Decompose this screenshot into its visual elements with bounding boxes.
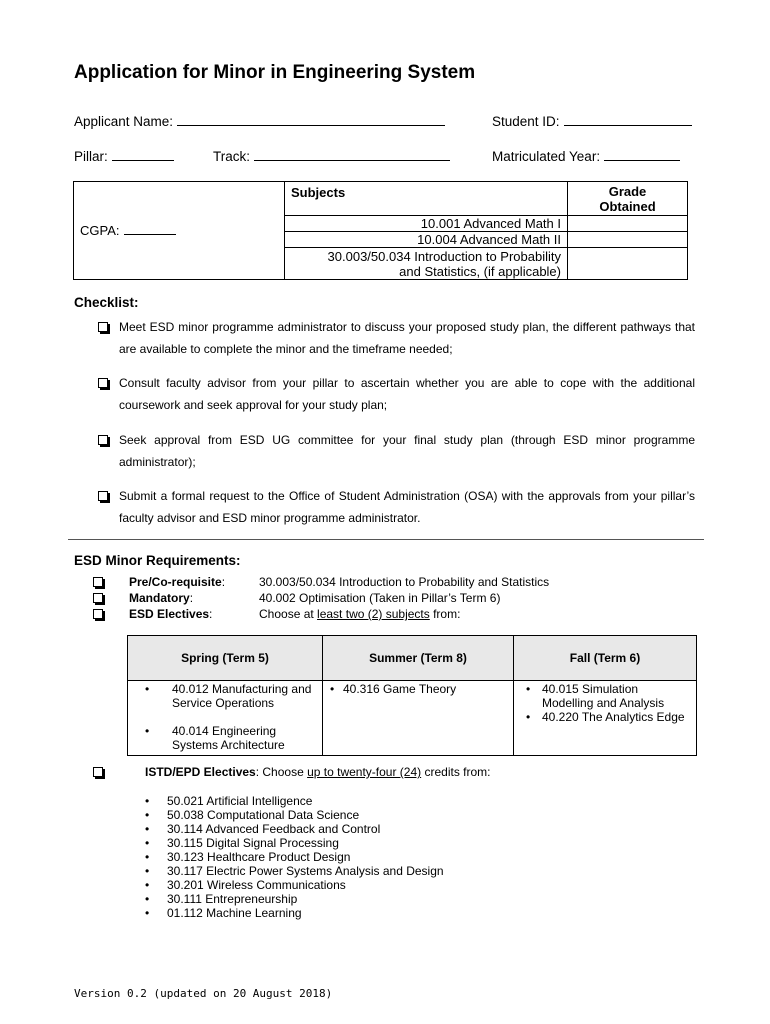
- grade-input[interactable]: [568, 248, 688, 280]
- pillar-field: [74, 147, 174, 164]
- subject-line: 30.003/50.034 Introduction to Probability: [327, 248, 561, 264]
- section-divider: [68, 539, 704, 540]
- track-label: Track:: [213, 149, 250, 164]
- requirement-label: Pre/Co-requisite:: [129, 575, 226, 589]
- istd-course-list: [145, 794, 444, 920]
- student-id-field: [492, 112, 692, 129]
- grade-input[interactable]: [568, 216, 688, 232]
- list-item: • 40.316 Game Theory: [330, 682, 457, 696]
- list-item: • 30.201 Wireless Communications: [145, 878, 346, 892]
- grade-header-line2: Obtained: [599, 199, 656, 214]
- matriculated-year-label: Matriculated Year:: [492, 149, 601, 164]
- list-item: • 30.114 Advanced Feedback and Control: [145, 822, 381, 836]
- student-id-input[interactable]: [564, 112, 692, 126]
- cgpa-input[interactable]: [124, 223, 176, 235]
- istd-electives-line: ISTD/EPD Electives: Choose up to twenty-four (24) credits from:: [145, 765, 491, 779]
- checkbox-icon[interactable]: [93, 577, 103, 587]
- list-item: • 50.038 Computational Data Science: [145, 808, 360, 822]
- bullet-icon: •: [526, 682, 531, 696]
- checklist-item: Meet ESD minor programme administrator to discuss your proposed study plan, the different pathways that are available to complete the minor and the timeframe needed;: [119, 320, 695, 356]
- subject-line: and Statistics, (if applicable): [399, 263, 561, 279]
- requirement-label: ESD Electives:: [129, 607, 213, 621]
- matriculated-year-field: [492, 147, 680, 164]
- list-item: • 40.014 Engineering Systems Architecture: [145, 724, 285, 752]
- grade-input[interactable]: [568, 232, 688, 248]
- cgpa-cell: [74, 182, 285, 280]
- grade-header: [568, 182, 688, 216]
- requirement-label: Mandatory:: [129, 591, 194, 605]
- column-header-summer: Summer (Term 8): [323, 636, 514, 681]
- subject-row: 10.004 Advanced Math II: [285, 232, 568, 248]
- list-item: • 30.117 Electric Power Systems Analysis and Design: [145, 864, 444, 878]
- checklist-item: Submit a formal request to the Office of Student Administration (OSA) with the approvals from your pillar’s faculty advisor and ESD minor programme administrator.: [119, 489, 695, 525]
- bullet-icon: •: [145, 906, 150, 920]
- list-item: • 50.021 Artificial Intelligence: [145, 794, 313, 808]
- bullet-icon: •: [145, 850, 150, 864]
- column-header-spring: Spring (Term 5): [128, 636, 323, 681]
- student-id-label: Student ID:: [492, 114, 560, 129]
- subject-row: [285, 248, 568, 280]
- bullet-icon: •: [145, 864, 150, 878]
- list-item: • 01.112 Machine Learning: [145, 906, 302, 920]
- applicant-name-field: [74, 112, 445, 129]
- list-item: • 30.111 Entrepreneurship: [145, 892, 298, 906]
- list-item: • 40.012 Manufacturing and Service Operations: [145, 682, 312, 710]
- grade-header-line1: Grade: [608, 184, 647, 199]
- applicant-name-input[interactable]: [177, 112, 445, 126]
- cgpa-label: CGPA:: [80, 223, 120, 238]
- page-title: Application for Minor in Engineering System: [74, 62, 476, 83]
- subjects-header: Subjects: [285, 182, 568, 216]
- fall-cell: [514, 681, 697, 756]
- summer-cell: [323, 681, 514, 756]
- bullet-icon: •: [145, 892, 150, 906]
- bullet-icon: •: [145, 878, 150, 892]
- pillar-input[interactable]: [112, 147, 174, 161]
- bullet-icon: •: [145, 682, 150, 696]
- subject-row: 10.001 Advanced Math I: [285, 216, 568, 232]
- requirements-heading: ESD Minor Requirements:: [74, 553, 241, 568]
- track-field: [213, 147, 450, 164]
- matriculated-year-input[interactable]: [604, 147, 680, 161]
- esd-electives-table: [127, 635, 697, 756]
- applicant-name-label: Applicant Name:: [74, 114, 174, 129]
- list-item: • 40.015 Simulation Modelling and Analysis: [526, 682, 665, 710]
- checklist-item: Consult faculty advisor from your pillar to ascertain whether you are able to cope with the additional coursework and seek approval for your study plan;: [119, 376, 695, 412]
- checkbox-icon[interactable]: [98, 491, 108, 501]
- bullet-icon: •: [330, 682, 335, 696]
- track-input[interactable]: [254, 147, 450, 161]
- requirement-value: Choose at least two (2) subjects from:: [259, 607, 461, 621]
- pillar-label: Pillar:: [74, 149, 108, 164]
- bullet-icon: •: [145, 794, 150, 808]
- checkbox-icon[interactable]: [98, 378, 108, 388]
- bullet-icon: •: [145, 724, 150, 738]
- column-header-fall: Fall (Term 6): [514, 636, 697, 681]
- grades-table: [73, 181, 688, 280]
- requirement-value: 30.003/50.034 Introduction to Probability and Statistics: [259, 575, 550, 589]
- bullet-icon: •: [145, 822, 150, 836]
- list-item: • 30.123 Healthcare Product Design: [145, 850, 351, 864]
- checklist-item: Seek approval from ESD UG committee for your final study plan (through ESD minor programme administrator);: [119, 433, 695, 469]
- bullet-icon: •: [145, 836, 150, 850]
- spring-cell: [128, 681, 323, 756]
- checkbox-icon[interactable]: [93, 767, 103, 777]
- list-item: • 40.220 The Analytics Edge: [526, 710, 685, 724]
- list-item: • 30.115 Digital Signal Processing: [145, 836, 339, 850]
- checkbox-icon[interactable]: [93, 609, 103, 619]
- checkbox-icon[interactable]: [93, 593, 103, 603]
- checkbox-icon[interactable]: [98, 435, 108, 445]
- bullet-icon: •: [526, 710, 531, 724]
- bullet-icon: •: [145, 808, 150, 822]
- checkbox-icon[interactable]: [98, 322, 108, 332]
- checklist-heading: Checklist:: [74, 295, 139, 310]
- version-footer: Version 0.2 (updated on 20 August 2018): [74, 987, 333, 1000]
- requirement-value: 40.002 Optimisation (Taken in Pillar’s Term 6): [259, 591, 501, 605]
